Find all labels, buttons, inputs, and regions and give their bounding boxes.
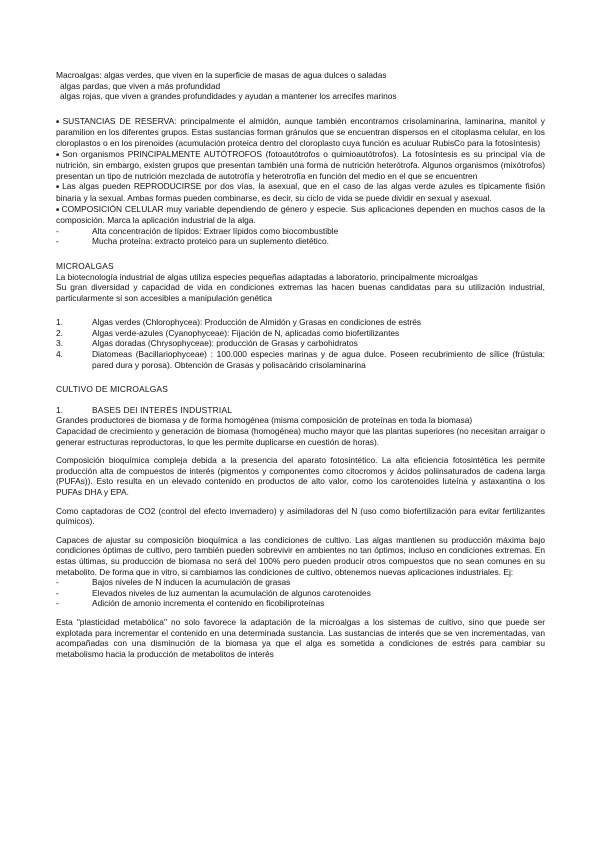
cultivo-paragraph-4: Como captadoras de CO2 (control del efecto invernadero) y asimiladoras del N (uso como biofertilización para evitar fertilizantes químicos). [56,505,545,527]
microalgas-paragraph-1: La biotecnología industrial de algas utiliza especies pequeñas adaptadas a laboratorio, principalmente microalgas [56,271,478,282]
square-bullet-icon: ■ [56,151,61,158]
intro-line-3: algas rojas, que viven a grandes profundidades y ayudan a mantener los arrecifes marinos [60,91,397,102]
bullet-autotrofos: ■ Son organismos PRINCIPALMENTE AUTÓTROFOS (fotoautótrofos o quimioautótrofos). La fotosíntesis es su principal vía de nutrición, sin embargo, existen grupos que presentan también una forma de nutrición heterótrofa. Algunos organismos (mixótrofos) presentan un tipo de nutrición mezclada de autotrofía y heterotrofía en función del medio en el que se encuentren [56,148,545,181]
cultivo-paragraph-5: Capaces de ajustar su composición bioquímica a las condiciones de cultivo. Las algas mantienen su producción máxima bajo condiciones óptimas de cultivo, pero también pueden sobrevivir en ambientes no tan óptimos, incluso en condiciones extremas. En estas últimas, su producción de biomasa no será del 100% pero pueden producir otros compuestos que no sean comunes en su metabolito. De forma que in vitro, si cambiamos las condiciones de cultivo, obtenemos nuevas aplicaciones industriales. Ej: [56,534,545,577]
bullet-reserva: ■ SUSTANCIAS DE RESERVA: principalmente el almidón, aunque también encontramos crisolaminarina, laminarina, manitol y paramilion en los diferentes grupos. Estas sustancias forman gránulos que se encuentran dispersos en el citoplasma celular, en los cloroplastos o en los pirenoides (acumulación proteica dentro del cloroplasto cuya función es aculuar RubisCo para la fotosíntesis) [56,115,545,148]
bullet-reproduccion: ■ Las algas pueden REPRODUCIRSE por dos vías, la asexual, que en el caso de las algas verde azules es típicamente fisión binaria y la sexual. Ambas formas pueden combinarse, es decir, su ciclo de vida se puede dividir en sexual y asexual. [56,181,545,203]
numbered-item: 3. Algas doradas (Chrysophyceae): producción de Grasas y carbohidratos [56,338,358,349]
cultivo-paragraph-3: Composición bioquímica compleja debida a la presencia del aparato fotosintético. La alta eficiencia fotosintética les permite producción alta de compuestos de interés (pigmentos y componentes como citocromos y ácidos poliinsaturados de cadena larga (PUFAs)). Esto resulta en un elevado contenido en productos de alto valor, como los carotenoides luteína y astaxantina o los PUFAs DHA y EPA. [56,455,545,497]
cultivo-paragraph-1: Grandes productores de biomasa y de forma homogénea (misma composición de proteínas en toda la biomasa) [56,415,473,426]
list-item: - Bajos niveles de N inducen la acumulación de grasas [56,577,291,588]
square-bullet-icon: ■ [56,184,61,191]
square-bullet-icon: ■ [56,206,60,213]
square-bullet-icon: ■ [56,118,61,125]
list-item: - Mucha proteína: extracto proteico para un suplemento dietético. [56,236,329,247]
bullet-composicion: ■ COMPOSICIÓN CELULAR muy variable dependiendo de género y especie. Sus aplicaciones dependen en muchos casos de la composición. Marca la aplicación industrial de la alga. [56,203,545,226]
cultivo-paragraph-2: Capacidad de crecimiento y generación de biomasa (homogénea) mucho mayor que las plantas superiores (no necesitan arraigar o generar estructuras reproductoras, lo que les permite duplicarse en cuestión de horas). [56,426,545,447]
list-item: - Adición de amonio incrementa el contenido en ficobiliproteínas [56,598,325,609]
numbered-item: 2. Algas verde-azules (Cyanophyceae): Fijación de N, aplicadas como biofertilizantes [56,327,400,338]
intro-line-2: algas pardas, que viven a más profundidad [60,80,221,91]
section-heading-cultivo: CULTIVO DE MICROALGAS [56,384,169,395]
list-item: - Alta concentración de lípidos: Extraer lípidos como biocombustible [56,225,339,236]
intro-line-1: Macroalgas: algas verdes, que viven en la superficie de masas de agua dulces o saladas [56,70,387,80]
subsection-heading: 1. BASES DEl INTERÉS INDUSTRIAL [56,404,233,415]
section-heading-microalgas: MICROALGAS [56,260,114,271]
microalgas-paragraph-2: Su gran diversidad y capacidad de vida en condiciones extremas las hacen buenas candidatas para su utilización industrial, particularmente si son accesibles a manipulación genética [56,282,545,303]
cultivo-paragraph-6: Esta "plasticidad metabólica" no solo favorece la adaptación de la microalgas a los sistemas de cultivo, sino que puede ser explotada para incrementar el contenido en una determinada sustancia. Las sustancias de interés que se ven incrementadas, van acompañadas con una disminución de la biomasa ya que el alga es sometida a condiciones de estrés para cambiar su metabolismo hacia la producción de metabolitos de interés [56,616,545,659]
list-item: - Elevados niveles de luz aumentan la acumulación de algunos carotenoides [56,587,371,598]
numbered-item: 4. Diatomeas (Bacillariophyceae) : 100.000 especies marinas y de agua dulce. Poseen recubrimiento de sílice (frústula: pared dura y porosa). Obtención de Grasas y polisacárido crisolaminarina [56,349,545,370]
numbered-item: 1. Algas verdes (Chlorophycea): Producción de Almidón y Grasas en condiciones de estrés [56,317,422,328]
document-page [56,70,545,659]
